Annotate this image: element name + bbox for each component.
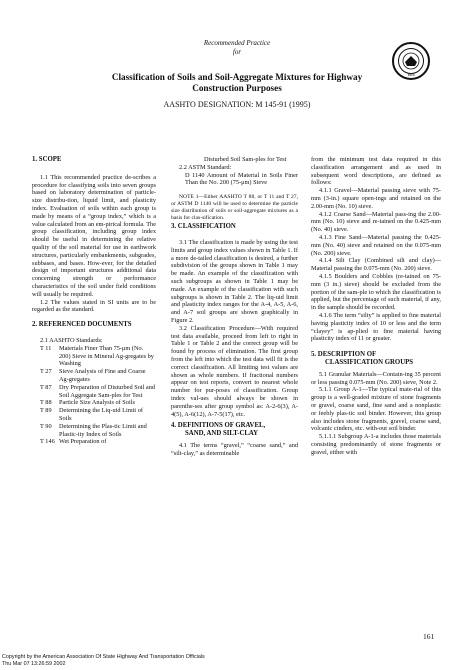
para-1-2: 1.2 The values stated in SI units are to be regarded as the standard.	[32, 298, 156, 314]
para-4-1-4: 4.1.4 Silt Clay (Combined silt and clay)—Material passing the 0.075-mm (No. 200) sieve.	[311, 257, 441, 273]
para-4-1-3: 4.1.3 Fine Sand—Material passing the 0.425-mm (No. 40) sieve and retained on the 0.075-mm (No. 200) sieve.	[311, 233, 441, 257]
page-number: 161	[423, 632, 435, 641]
reference-item: T 11 Materials Finer Than 75-μm (No. 200) Sieve in Mineral Ag-gregates by Washing	[40, 344, 154, 368]
para-3-1: 3.1 The classification is made by using the test limits and group index values shown in Table 1. If a more de-tailed classification is desired, a further subdivision of the groups shown in Table 1 may be made. An example of the classification with such subgroups as shown in Table 1 may be made. An example of the classification with such subgroups is shown in Table 2. The liq-uid limit and plasticity index ranges for the A-4, A-5, A-6, and A-7 soil groups are shown graphically in Figure 2.	[171, 238, 298, 324]
para-1-1: 1.1 This recommended practice de-scribes a procedure for classifying soils into seven groups based on laboratory determination of particle-size distribu-tion, liquid limit, and plasticity index. Evaluation of soils within each group is made by means of a “group index,” which is a value calculated from an em-pirical formula. The group classification, including group index should be useful in determining the relative quality of the soil material for use in earthwork structures, particularly embankments, subgrades, subbases, and bases. How-ever, for the detailed design of important structures additional data concerning strength or performance characteristics of the soil under field conditions will usually be required.	[32, 173, 156, 298]
para-3-2: 3.2 Classification Procedure—With required test data available, proceed from left to right in Table 1 or Table 2 and the correct group will be found by process of elimination. The first group from the left into which the test data will fit is the correct classification. All limiting test values are shown as whole numbers. If fractional numbers appear on test reports, convert to nearest whole number for pur-poses of classification. Group index val-ues should always be shown in parenthe-ses after group symbol as: A-2-6(3), A-4(5), A-6(12), A-7-5(17), etc.	[171, 324, 298, 418]
reference-item: T 90 Determining the Plas-tic Limit and Plastic-ity Index of Soils	[40, 422, 147, 438]
for-label: for	[232, 48, 242, 56]
aashto-designation: AASHTO DESIGNATION: M 145-91 (1995)	[163, 100, 311, 109]
reference-item: T 87 Dry Preparation of Disturbed Soil and Soil Aggregate Sam-ples for Test	[40, 383, 156, 399]
astm-reference: D 1140 Amount of Material in Soils Finer Than the No. 200 (75-μm) Sieve	[185, 171, 298, 187]
aashto-seal-icon	[392, 42, 430, 80]
reference-list	[32, 345, 156, 446]
section-3-heading: 3. CLASSIFICATION	[171, 223, 236, 231]
copyright-line: Copyright by the American Association Of State Highway And Transportation Officials	[2, 654, 205, 660]
para-4-1-1: 4.1.1 Gravel—Material passing sieve with 75-mm (3-in.) square open-ings and retained on the 2.00-mm (No. 10) sieve.	[311, 187, 441, 210]
para-4-1-continuation: from the minimum test data required in this classification arrangement and as used in subsequent word descriptions, are defined as follows:	[311, 156, 441, 187]
para-2-1: 2.1 AASHTO Standards:	[40, 336, 103, 344]
para-2-2: 2.2 ASTM Standard:	[179, 163, 232, 171]
note-1: NOTE 1—Either AASHTO T 88, or T 11 and T 27, or ASTM D 1140 will be used to determine the particle size distribution of soils or soil-aggregate mixtures as a basis for clas-sification.	[171, 194, 298, 222]
document-title-line2: Construction Purposes	[192, 83, 282, 93]
reference-continuation: Disturbed Soil Sam-ples for Test	[204, 156, 287, 163]
seal-year: 1914	[407, 73, 415, 77]
para-5-1-1: 5.1.1 Group A-1—The typical mate-rial of this group is a well-graded mixture of stone fragments or gravel, coarse sand, fine sand and a nonplastic or feebly plas-tic soil binder. However, this group also includes stone fragments, gravel, coarse sand, volcanic cinders, etc. with-out soil binder.	[311, 386, 441, 433]
reference-item: T 27 Sieve Analysis of Fine and Coarse Ag-gregates	[40, 368, 146, 383]
section-2-heading: 2. REFERENCED DOCUMENTS	[32, 321, 132, 329]
para-4-1-2: 4.1.2 Coarse Sand—Material pass-ing the 2.00-mm (No. 10) sieve and re-tained on the 0.425-mm (No. 40) sieve.	[311, 210, 441, 234]
para-4-1-5: 4.1.5 Boulders and Cobbles (re-tained on 75-mm (3 in.) sieve) should be excluded from the portion of the sam-ple to which the classification is applied, but the percentage of such material, if any, in the sample should be recorded.	[311, 272, 441, 312]
document-title-line1: Classification of Soils and Soil-Aggregate Mixtures for Highway	[111, 72, 363, 82]
reference-item: T 88 Particle Size Analysis of Soils	[40, 399, 135, 407]
copyright-footer	[2, 654, 205, 667]
column-2	[171, 156, 298, 458]
para-5-1-1-1: 5.1.1.1 Subgroup A-1-a includes those materials consisting predominantly of stone fragments or gravel, either with	[311, 433, 441, 456]
recommended-practice-label: Recommended Practice	[203, 39, 271, 47]
section-5-heading-line1: 5. DESCRIPTION OF	[311, 351, 377, 359]
reference-item: T 89 Determining the Liq-uid Limit of Soils	[40, 407, 143, 422]
timestamp-line: Thu Mar 07 13:26:59 2002	[2, 660, 66, 667]
para-4-1: 4.1 The terms “gravel,” “coarse sand,” and “silt-clay,” as determinable	[171, 441, 298, 457]
para-5-1: 5.1 Granular Materials—Contain-ing 35 percent or less passing 0.075-mm (No. 200) sieve, Note 2.	[311, 370, 441, 386]
section-5-heading-line2: CLASSIFICATION GROUPS	[325, 358, 414, 366]
section-4-heading-line2: SAND, AND SILT-CLAY	[185, 430, 259, 438]
section-4-heading-line1: 4. DEFINITIONS OF GRAVEL,	[171, 422, 266, 430]
section-1-heading: 1. SCOPE	[32, 156, 62, 163]
reference-item: T 146 Wet Preparation of	[40, 438, 107, 446]
para-4-1-6: 4.1.6 The term “silty” is applied to fine material having plasticity index of 10 or less and the term “clayey” is ap-plied to fine material having plasticity index of 11 or greater.	[311, 311, 441, 343]
column-3	[311, 156, 441, 456]
column-1	[32, 156, 156, 446]
